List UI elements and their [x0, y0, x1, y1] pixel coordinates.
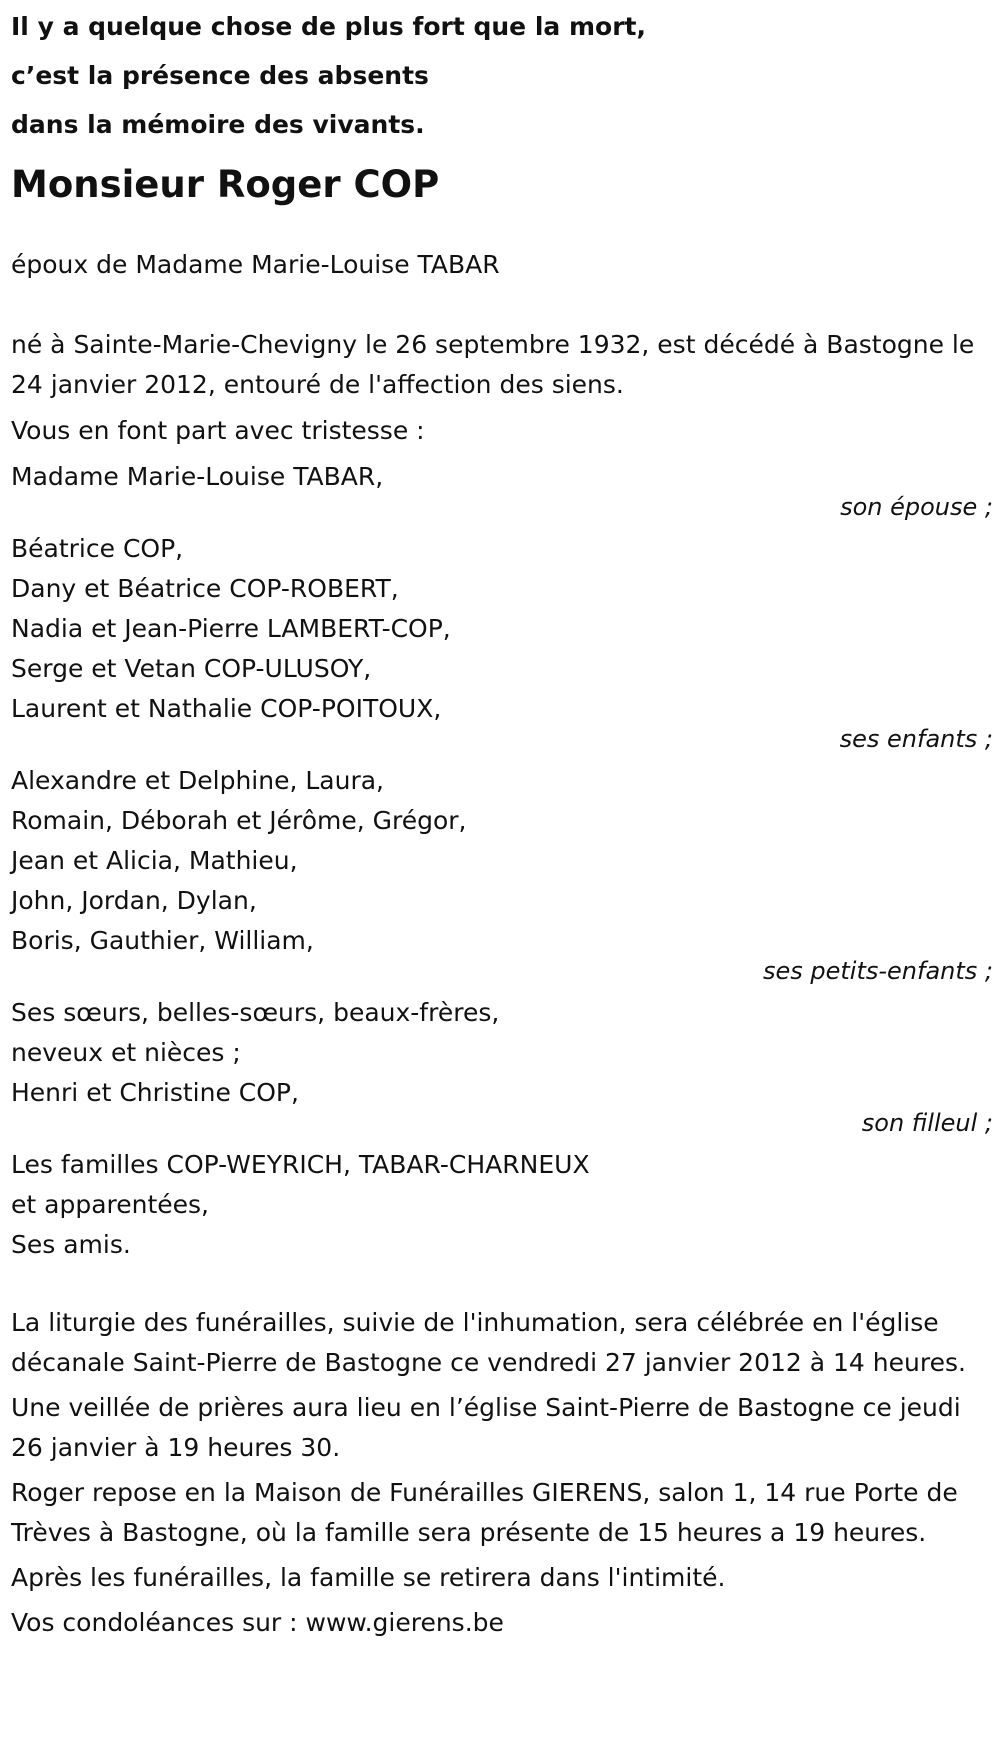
- family-role-label: son épouse ;: [840, 493, 993, 521]
- quote-line: dans la mémoire des vivants.: [11, 110, 425, 139]
- family-line: Laurent et Nathalie COP-POITOUX,: [11, 694, 442, 723]
- family-line: Béatrice COP,: [11, 534, 184, 563]
- quote-line: c’est la présence des absents: [11, 61, 429, 90]
- family-role-label: son filleul ;: [861, 1109, 993, 1137]
- family-line: Ses sœurs, belles-sœurs, beaux-frères,: [11, 998, 500, 1027]
- family-group-children: [11, 529, 993, 755]
- spouse-line: époux de Madame Marie-Louise TABAR: [11, 250, 500, 279]
- family-line: John, Jordan, Dylan,: [11, 886, 257, 915]
- family-line: Henri et Christine COP,: [11, 1078, 299, 1107]
- repose-text: Roger repose en la Maison de Funérailles GIERENS, salon 1, 14 rue Porte de Trèves à Bastogne, où la famille sera présente de 15 heures a 19 heures.: [11, 1478, 958, 1547]
- epigraph-quote: [11, 2, 993, 149]
- funeral-arrangement-text: La liturgie des funérailles, suivie de l'inhumation, sera célébrée en l'église décanale Saint-Pierre de Bastogne ce vendredi 27 janvier 2012 à 14 heures.: [11, 1308, 966, 1377]
- family-group-spouse: [11, 457, 993, 523]
- family-line: Serge et Vetan COP-ULUSOY,: [11, 654, 372, 683]
- family-line: Boris, Gauthier, William,: [11, 926, 314, 955]
- family-line: et apparentées,: [11, 1190, 209, 1219]
- family-group-others: [11, 1145, 993, 1265]
- family-line: Jean et Alicia, Mathieu,: [11, 846, 298, 875]
- family-line: Romain, Déborah et Jérôme, Grégor,: [11, 806, 467, 835]
- family-role-label: ses enfants ;: [839, 725, 993, 753]
- family-line: neveux et nièces ;: [11, 1038, 241, 1067]
- birth-death-text: né à Sainte-Marie-Chevigny le 26 septembre 1932, est décédé à Bastogne le 24 janvier 2012, entouré de l'affection des siens.: [11, 330, 975, 399]
- family-group-grandchildren: [11, 761, 993, 987]
- deceased-name: Monsieur Roger COP: [11, 163, 440, 206]
- vigil-text: Une veillée de prières aura lieu en l’église Saint-Pierre de Bastogne ce jeudi 26 janvier à 19 heures 30.: [11, 1393, 961, 1462]
- after-funeral-text: Après les funérailles, la famille se retirera dans l'intimité.: [11, 1563, 726, 1592]
- announcement-text: Vous en font part avec tristesse :: [11, 416, 425, 445]
- family-line: Dany et Béatrice COP-ROBERT,: [11, 574, 399, 603]
- family-line: Nadia et Jean-Pierre LAMBERT-COP,: [11, 614, 451, 643]
- family-line: Madame Marie-Louise TABAR,: [11, 462, 384, 491]
- family-line: Les familles COP-WEYRICH, TABAR-CHARNEUX: [11, 1150, 590, 1179]
- obituary-notice: [11, 0, 993, 1643]
- quote-line: Il y a quelque chose de plus fort que la mort,: [11, 12, 646, 41]
- condolences-text: Vos condoléances sur : www.gierens.be: [11, 1608, 504, 1637]
- family-line: Alexandre et Delphine, Laura,: [11, 766, 384, 795]
- family-group-godson: [11, 993, 993, 1139]
- family-line: Ses amis.: [11, 1230, 131, 1259]
- family-role-label: ses petits-enfants ;: [762, 957, 993, 985]
